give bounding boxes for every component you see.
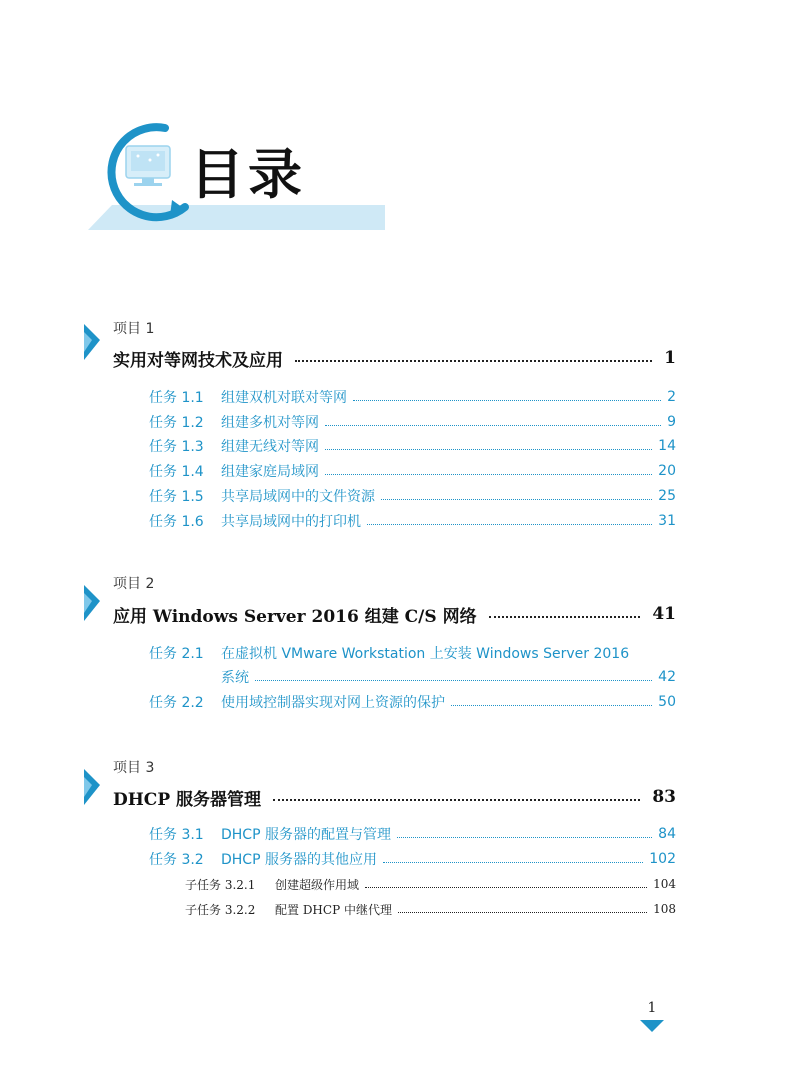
page-ref: 2 [667, 389, 676, 405]
subtask-number: 子任务 3.2.2 [185, 902, 256, 917]
page-number: 1 [647, 1000, 657, 1016]
toc-task-entry[interactable] [149, 690, 676, 714]
toc-task-entry[interactable] [149, 822, 676, 846]
dot-leader [381, 499, 652, 500]
toc-task-entry-continued[interactable] [149, 665, 676, 689]
dot-leader [353, 400, 661, 401]
project-title: 应用 Windows Server 2016 组建 C/S 网络 [113, 606, 477, 627]
header-decoration [0, 0, 800, 260]
toc-project-entry[interactable] [113, 600, 676, 628]
circular-arrow-computer-icon [111, 127, 186, 217]
task-number: 任务 1.3 [149, 439, 204, 455]
subtask-title: 创建超级作用域 [275, 877, 360, 892]
toc-task-entry[interactable] [149, 509, 676, 533]
page-ref: 102 [649, 851, 676, 867]
task-title: 组建家庭局域网 [221, 464, 319, 480]
toc-project-entry[interactable] [113, 783, 676, 811]
page-ref: 83 [652, 787, 676, 807]
dot-leader [489, 616, 641, 618]
dot-leader [451, 705, 652, 706]
page-ref: 25 [658, 488, 676, 504]
task-title: 组建多机对等网 [221, 415, 319, 431]
toc-task-entry[interactable] [149, 385, 676, 409]
dot-leader [367, 524, 652, 525]
task-title: 组建双机对联对等网 [221, 390, 347, 406]
toc-task-entry[interactable] [149, 847, 676, 871]
task-title: DHCP 服务器的其他应用 [221, 852, 377, 868]
task-title: 在虚拟机 VMware Workstation 上安装 Windows Server 2016 [221, 646, 630, 662]
task-number: 任务 1.6 [149, 514, 204, 530]
dot-leader [325, 449, 652, 450]
dot-leader [398, 912, 647, 913]
task-title: 使用域控制器实现对网上资源的保护 [221, 695, 445, 711]
task-number: 任务 1.1 [149, 390, 204, 406]
task-number: 任务 3.1 [149, 827, 204, 843]
task-title: DHCP 服务器的配置与管理 [221, 827, 391, 843]
toc-project-entry[interactable] [113, 344, 676, 372]
dot-leader [325, 425, 661, 426]
dot-leader [365, 887, 647, 888]
task-number: 任务 1.2 [149, 415, 204, 431]
page-ref: 84 [658, 826, 676, 842]
page-ref: 108 [653, 902, 676, 916]
page-title: 目录 [190, 143, 306, 206]
task-title: 共享局域网中的打印机 [221, 514, 361, 530]
page-ref: 9 [667, 414, 676, 430]
task-number: 任务 2.1 [149, 646, 204, 662]
down-triangle-icon [640, 1020, 664, 1032]
project-title: 实用对等网技术及应用 [113, 350, 283, 371]
page-ref: 104 [653, 877, 676, 891]
task-title: 组建无线对等网 [221, 439, 319, 455]
toc-task-entry[interactable] [149, 641, 676, 665]
toc-task-entry[interactable] [149, 410, 676, 434]
dot-leader [255, 680, 652, 681]
task-number: 任务 1.5 [149, 489, 204, 505]
page-ref: 42 [658, 669, 676, 685]
project-tag: 项目 1 [113, 321, 155, 337]
dot-leader [295, 360, 652, 362]
dot-leader [325, 474, 652, 475]
project-tag: 项目 2 [113, 576, 155, 592]
page-ref: 20 [658, 463, 676, 479]
dot-leader [383, 862, 643, 863]
toc-subtask-entry[interactable] [185, 873, 676, 895]
project-marker-icon [82, 767, 102, 807]
project-marker-icon [82, 322, 102, 362]
task-title-continued: 系统 [221, 670, 249, 686]
project-marker-icon [82, 583, 102, 623]
page-ref: 50 [658, 694, 676, 710]
task-number: 任务 3.2 [149, 852, 204, 868]
page-ref: 14 [658, 438, 676, 454]
subtask-number: 子任务 3.2.1 [185, 877, 256, 892]
project-tag: 项目 3 [113, 760, 155, 776]
task-title: 共享局域网中的文件资源 [221, 489, 375, 505]
toc-task-entry[interactable] [149, 434, 676, 458]
dot-leader [397, 837, 652, 838]
subtask-title: 配置 DHCP 中继代理 [275, 902, 392, 917]
toc-header [0, 0, 800, 260]
dot-leader [273, 799, 640, 801]
toc-task-entry[interactable] [149, 484, 676, 508]
project-title: DHCP 服务器管理 [113, 789, 262, 810]
toc-subtask-entry[interactable] [185, 898, 676, 920]
task-number: 任务 2.2 [149, 695, 204, 711]
toc-task-entry[interactable] [149, 459, 676, 483]
page-ref: 31 [658, 513, 676, 529]
task-number: 任务 1.4 [149, 464, 204, 480]
page-ref: 1 [664, 348, 676, 368]
page-ref: 41 [652, 604, 676, 624]
